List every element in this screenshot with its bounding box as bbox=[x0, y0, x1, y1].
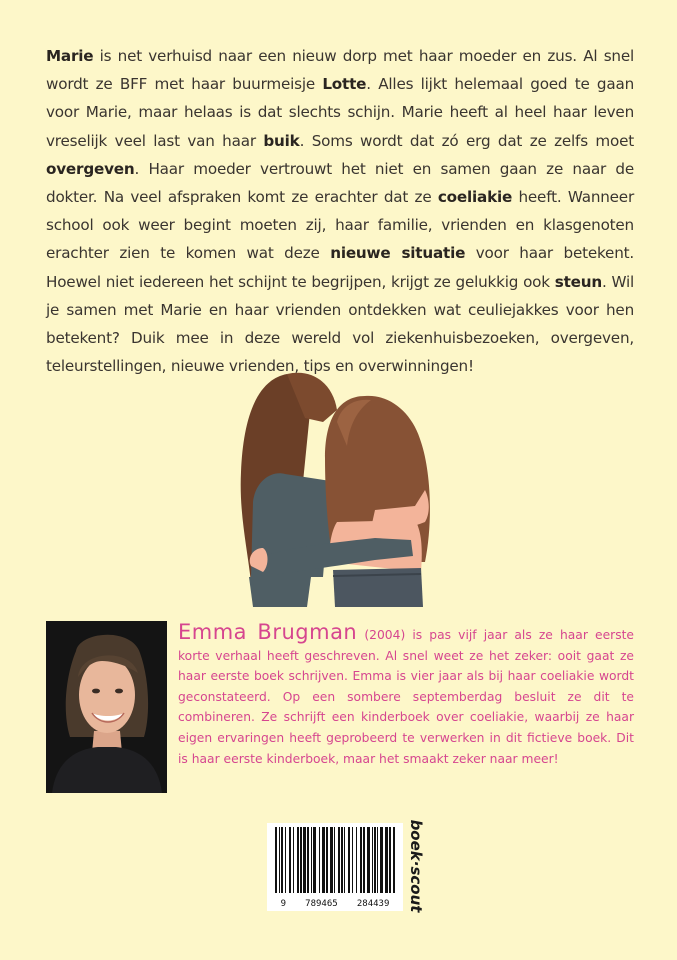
barcode-bar bbox=[279, 827, 280, 893]
blurb-keyword: steun bbox=[554, 272, 602, 291]
barcode-bar bbox=[293, 827, 294, 893]
barcode-bar bbox=[356, 827, 357, 893]
blurb-keyword: overgeven bbox=[46, 159, 135, 178]
barcode-bar bbox=[300, 827, 302, 893]
barcode-bar bbox=[338, 827, 340, 893]
blurb-keyword: Lotte bbox=[322, 75, 367, 94]
blurb-text: . Soms wordt dat zó erg dat ze zelfs moet bbox=[299, 131, 635, 150]
barcode-bar bbox=[389, 827, 391, 893]
barcode-bar bbox=[289, 827, 291, 893]
barcode-number bbox=[267, 899, 403, 909]
blurb-text: . Wil je samen met Marie en haar vrienden ontdekken wat ceuliejakkes voor hen betekent? Duik mee in deze wereld vol ziekenhuisbezoeken, overgeven, teleurstellingen, nieuwe vrienden, tips en overwinningen! bbox=[46, 272, 634, 376]
barcode-bar bbox=[319, 827, 320, 893]
barcode-bar bbox=[367, 827, 370, 893]
barcode-bar bbox=[297, 827, 299, 893]
blurb-text: is net verhuisd naar een nieuw dorp met haar moeder en zus. Al snel wordt ze BFF met haar buurmeisje bbox=[46, 47, 634, 94]
barcode-digit-group: 9 bbox=[280, 899, 286, 909]
barcode-bar bbox=[334, 827, 335, 893]
barcode-bar bbox=[380, 827, 383, 893]
barcode-bar bbox=[330, 827, 333, 893]
barcode-bar bbox=[348, 827, 350, 893]
blurb-keyword: nieuwe situatie bbox=[330, 244, 466, 263]
isbn-barcode bbox=[267, 823, 403, 911]
barcode-bar bbox=[344, 827, 345, 893]
barcode-bar bbox=[363, 827, 365, 893]
author-bio bbox=[178, 622, 634, 769]
hugging-girls-illustration bbox=[225, 362, 455, 607]
barcode-bar bbox=[374, 827, 376, 893]
author-bio-text: (2004) is pas vijf jaar als ze haar eerste korte verhaal heeft geschreven. Al snel weet ze het zeker: ooit gaat ze haar eerste boek schrijven. Emma is vier jaar als bij haar coeliakie wordt geconstateerd. Op een sombere septemberdag besluit ze dit te combineren. Ze schrijft een kinderboek over coeliakie, waarbij ze haar eigen ervaringen heeft geprobeerd te verwerken in dit fictieve boek. Dit is haar eerste kinderboek, maar het smaakt zeker naar meer! bbox=[178, 628, 634, 766]
blurb-text: . Alles lijkt helemaal goed te gaan voor Marie, maar helaas is dat slechts schijn. Marie heeft al heel haar leven vreselijk veel last van haar bbox=[46, 75, 634, 150]
barcode-bar bbox=[322, 827, 325, 893]
blurb-text: . Haar moeder vertrouwt het niet en samen gaan ze naar de dokter. Na veel afspraken komt ze erachter dat ze bbox=[46, 159, 634, 207]
back-cover-blurb bbox=[46, 42, 634, 380]
barcode-bar bbox=[385, 827, 388, 893]
barcode-bar bbox=[393, 827, 395, 893]
barcode-bar bbox=[281, 827, 283, 893]
blurb-text: heeft. Wanneer school ook weer begint moeten zij, haar familie, vrienden en klasgenoten erachter zien te komen wat deze bbox=[46, 188, 634, 263]
barcode-bars bbox=[267, 827, 403, 903]
author-photo bbox=[46, 621, 167, 793]
barcode-digit-group: 284439 bbox=[356, 899, 390, 909]
barcode-bar bbox=[352, 827, 353, 893]
barcode-bar bbox=[285, 827, 286, 893]
barcode-bar bbox=[377, 827, 378, 893]
barcode-bar bbox=[341, 827, 343, 893]
blurb-text: voor haar betekent. Hoewel niet iedereen het schijnt te begrijpen, krijgt ze gelukkig ook bbox=[46, 244, 635, 291]
barcode-bar bbox=[311, 827, 312, 893]
blurb-keyword: buik bbox=[263, 131, 300, 150]
blurb-keyword: coeliakie bbox=[437, 188, 513, 207]
publisher-logo bbox=[403, 818, 429, 914]
barcode-bar bbox=[303, 827, 306, 893]
blurb-keyword: Marie bbox=[46, 47, 94, 65]
publisher-name: boek·scout bbox=[407, 819, 425, 913]
barcode-bar bbox=[307, 827, 309, 893]
barcode-digit-group: 789465 bbox=[305, 899, 338, 909]
barcode-bar bbox=[275, 827, 277, 893]
barcode-bar bbox=[313, 827, 316, 893]
barcode-bar bbox=[326, 827, 328, 893]
author-name: Emma Brugman bbox=[178, 620, 358, 644]
barcode-bar bbox=[360, 827, 362, 893]
barcode-bar bbox=[372, 827, 373, 893]
